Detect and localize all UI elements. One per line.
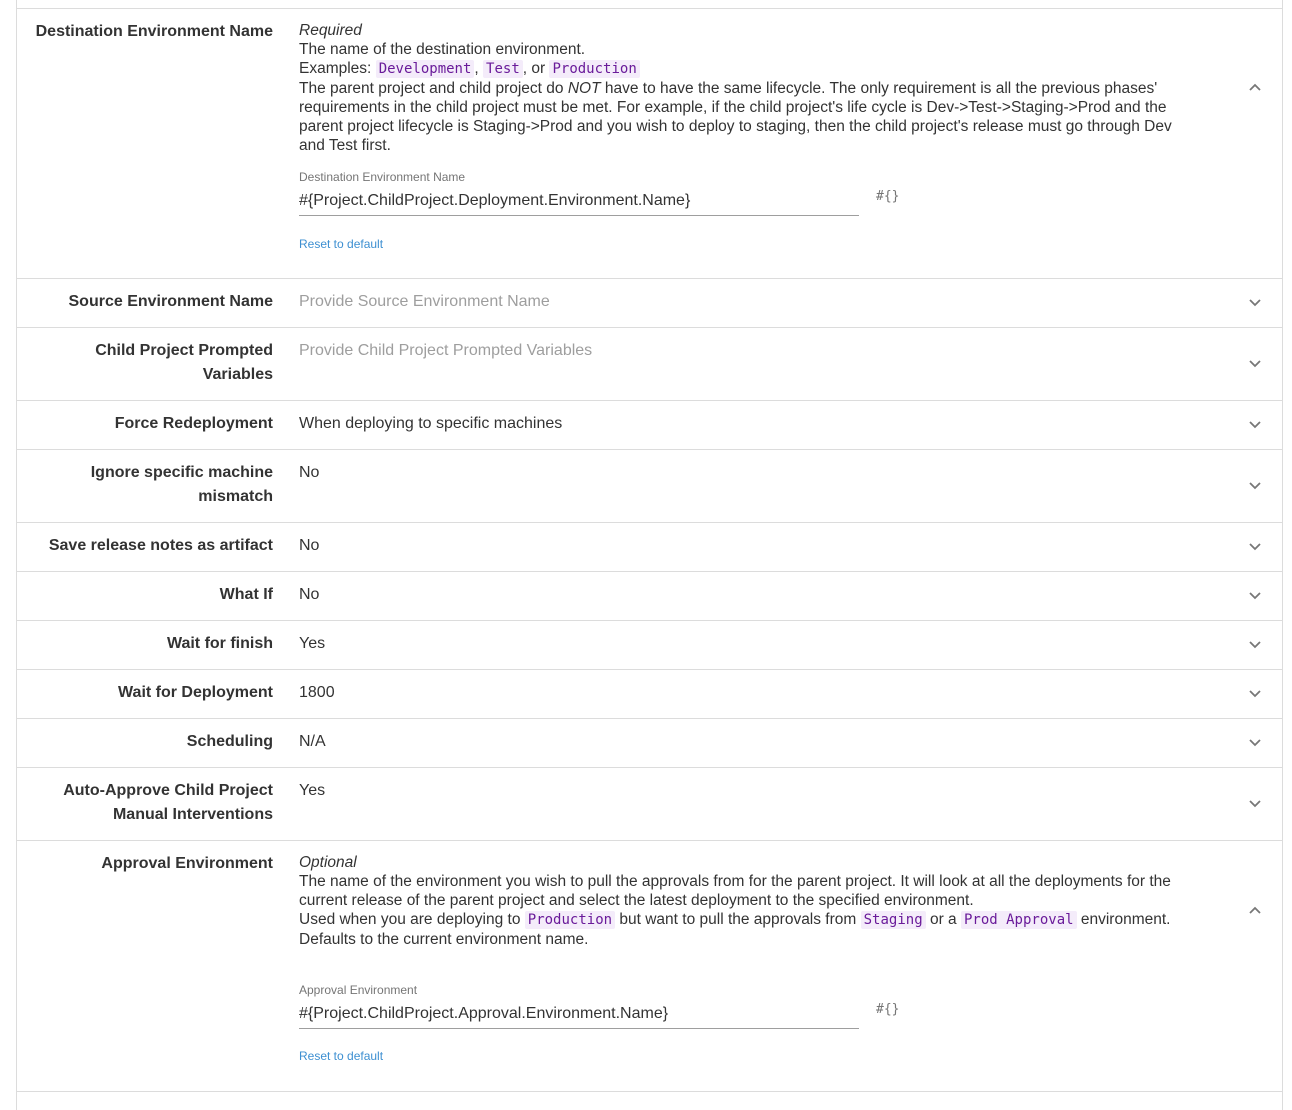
reset-to-default-link[interactable]: Reset to default [299,237,384,251]
label-line: Manual Interventions [112,806,273,823]
help-text: but want to pull the approvals from [619,911,857,928]
variable-binding-button[interactable]: #{} [876,1002,900,1017]
code-test: Test [483,60,523,78]
param-value: When deploying to specific machines [299,415,563,432]
help-text: The parent project and child project do [299,80,564,97]
chevron-up-icon[interactable] [1247,80,1263,96]
chevron-down-icon[interactable] [1247,355,1263,371]
param-label: What If [219,586,273,603]
examples-label: Examples: [299,60,372,77]
param-force-redeployment[interactable] [16,401,1283,450]
help-text: environment. [1080,911,1171,928]
help-line: The name of the destination environment. [299,41,586,58]
code-development: Development [376,60,475,78]
param-ignore-machine-mismatch[interactable] [16,450,1283,523]
chevron-down-icon[interactable] [1247,587,1263,603]
help-paragraph: The name of the environment you wish to pull the approvals from for the parent project. It will look at all the deployments for the current release of the parent project and select the latest deployment to the specified environment. [299,873,1171,909]
code-prod-approval: Prod Approval [961,911,1077,929]
help-emphasis: NOT [567,80,601,97]
approval-environment-input[interactable]: #{Project.ChildProject.Approval.Environment.Name} [299,999,859,1029]
code-production: Production [549,60,639,78]
param-source-environment[interactable] [16,279,1283,328]
help-text: have to have the same lifecycle. The only requirement is all the previous phases' requirements in the child project must be met. For example, if the child project's life cycle is Dev->Test->Staging->Prod and the parent project lifecycle is Staging->Prod and you wish to deploy to staging, then the child project's release must go through Dev and Test first. [299,80,1172,154]
param-label [16,461,273,509]
help-paragraph [299,79,1199,155]
param-value: Provide Child Project Prompted Variables [299,342,593,359]
param-label [16,779,273,827]
chevron-down-icon[interactable] [1247,636,1263,652]
field-label: Destination Environment Name [299,170,466,184]
destination-environment-input[interactable]: #{Project.ChildProject.Deployment.Environment.Name} [299,186,859,216]
separator: , or [522,60,546,77]
chevron-down-icon[interactable] [1247,685,1263,701]
param-value: No [299,464,320,481]
param-label [16,339,273,387]
label-line: Child Project Prompted [95,342,273,359]
label-line: Ignore specific machine [90,464,273,481]
param-value: N/A [299,733,326,750]
help-text: Used when you are deploying to [299,911,521,928]
label-line: Auto-Approve Child Project [63,782,273,799]
reset-to-default-link[interactable]: Reset to default [299,1049,384,1063]
help-line: Defaults to the current environment name. [299,931,589,948]
code-staging: Staging [861,911,926,929]
code-production: Production [525,911,615,929]
param-help [299,853,1199,949]
param-label: Destination Environment Name [35,23,273,40]
param-value: Provide Source Environment Name [299,293,550,310]
label-line: mismatch [198,488,273,505]
param-label: Wait for Deployment [118,684,273,701]
help-paragraph [299,910,1199,930]
param-value: No [299,586,320,603]
param-value: 1800 [299,684,335,701]
separator: , [474,60,479,77]
param-auto-approve-interventions[interactable] [16,768,1283,841]
required-indicator: Required [299,22,362,39]
param-label: Wait for finish [166,635,273,652]
param-wait-for-finish[interactable] [16,621,1283,670]
param-label: Approval Environment [101,855,273,872]
param-wait-for-deployment[interactable] [16,670,1283,719]
param-save-release-notes[interactable] [16,523,1283,572]
chevron-down-icon[interactable] [1247,538,1263,554]
chevron-down-icon[interactable] [1247,795,1263,811]
chevron-up-icon[interactable] [1247,903,1263,919]
examples-line [299,59,1199,79]
param-value: No [299,537,320,554]
param-help [299,21,1199,155]
chevron-down-icon[interactable] [1247,294,1263,310]
optional-indicator: Optional [299,854,357,871]
param-label: Save release notes as artifact [48,537,273,554]
param-value: Yes [299,782,326,799]
help-text: or a [929,911,957,928]
label-line: Variables [202,366,273,383]
chevron-down-icon[interactable] [1247,477,1263,493]
param-scheduling[interactable] [16,719,1283,768]
param-approval-environment [16,841,1283,1092]
param-value: Yes [299,635,326,652]
variable-binding-button[interactable]: #{} [876,189,900,204]
chevron-down-icon[interactable] [1247,416,1263,432]
chevron-down-icon[interactable] [1247,734,1263,750]
param-child-project-prompted-variables[interactable] [16,328,1283,401]
param-label: Source Environment Name [68,293,273,310]
param-label: Scheduling [186,733,273,750]
field-label: Approval Environment [299,983,418,997]
param-what-if[interactable] [16,572,1283,621]
param-label: Force Redeployment [114,415,273,432]
param-destination-environment [16,9,1283,279]
